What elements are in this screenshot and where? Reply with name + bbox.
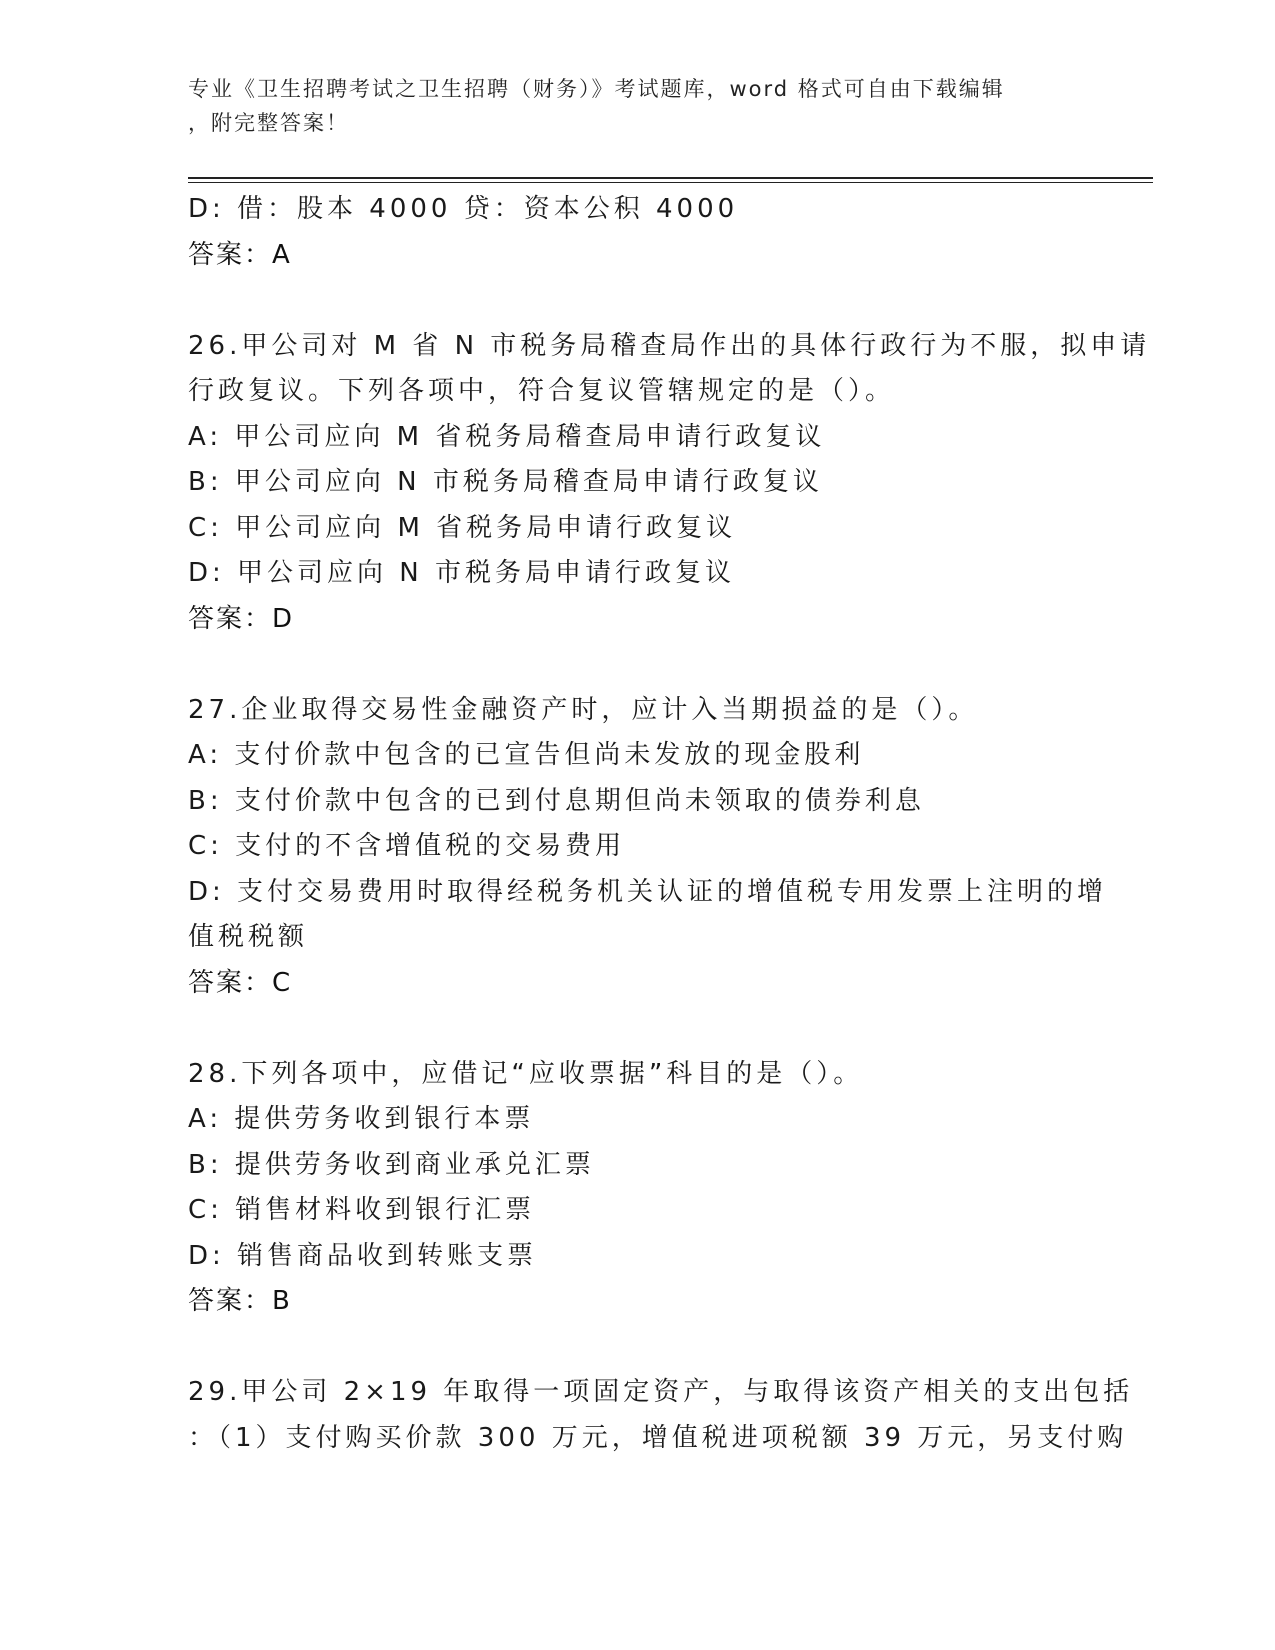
answer-line: 答案：D bbox=[188, 603, 295, 634]
header-line-2: ，附完整答案！ bbox=[188, 111, 349, 135]
question-28 bbox=[188, 1052, 1108, 1325]
question-stem: 29.甲公司 2×19 年取得一项固定资产，与取得该资产相关的支出包括 bbox=[188, 1377, 1134, 1407]
header-line-1: 专业《卫生招聘考试之卫生招聘（财务）》考试题库，word 格式可自由下载编辑 bbox=[188, 77, 1005, 101]
spacer bbox=[188, 1006, 1108, 1052]
question-29 bbox=[188, 1370, 1134, 1461]
question-stem: 27.企业取得交易性金融资产时，应计入当期损益的是（）。 bbox=[188, 694, 979, 725]
question-25 bbox=[188, 187, 1108, 278]
option-c: C: 支付的不含增值税的交易费用 bbox=[188, 831, 626, 861]
header-divider-thin bbox=[188, 182, 1153, 183]
option-a: A: 支付价款中包含的已宣告但尚未发放的现金股利 bbox=[188, 740, 865, 770]
header-divider-thick bbox=[188, 177, 1153, 179]
answer-line: 答案：A bbox=[188, 239, 292, 270]
option-b: B: 支付价款中包含的已到付息期但尚未领取的债券利息 bbox=[188, 785, 925, 816]
question-26 bbox=[188, 324, 1151, 643]
question-content bbox=[188, 187, 1151, 1461]
question-stem: ：（1）支付购买价款 300 万元，增值税进项税额 39 万元，另支付购 bbox=[188, 1422, 1128, 1453]
option-c: C: 甲公司应向 M 省税务局申请行政复议 bbox=[188, 512, 737, 543]
option-c: C: 销售材料收到银行汇票 bbox=[188, 1195, 536, 1225]
option-a: A: 甲公司应向 M 省税务局稽查局申请行政复议 bbox=[188, 421, 826, 452]
spacer bbox=[188, 278, 1108, 324]
option-d: D: 甲公司应向 N 市税务局申请行政复议 bbox=[188, 558, 736, 588]
option-d-continued: 值税税额 bbox=[188, 922, 309, 952]
spacer bbox=[188, 1325, 1108, 1371]
spacer bbox=[188, 642, 1108, 688]
question-stem: 28.下列各项中，应借记“应收票据”科目的是（）。 bbox=[188, 1058, 864, 1089]
option-d: D: 借：股本 4000 贷：资本公积 4000 bbox=[188, 194, 739, 224]
question-stem: 行政复议。下列各项中，符合复议管辖规定的是（）。 bbox=[188, 376, 896, 406]
question-27 bbox=[188, 688, 1108, 1007]
document-header bbox=[188, 72, 1088, 140]
option-d: D: 销售商品收到转账支票 bbox=[188, 1240, 538, 1271]
question-stem: 26.甲公司对 M 省 N 市税务局稽查局作出的具体行政行为不服，拟申请 bbox=[188, 330, 1151, 361]
option-b: B: 甲公司应向 N 市税务局稽查局申请行政复议 bbox=[188, 467, 823, 497]
option-b: B: 提供劳务收到商业承兑汇票 bbox=[188, 1149, 595, 1180]
option-d: D: 支付交易费用时取得经税务机关认证的增值税专用发票上注明的增 bbox=[188, 876, 1108, 907]
answer-line: 答案：C bbox=[188, 967, 293, 998]
option-a: A: 提供劳务收到银行本票 bbox=[188, 1104, 535, 1134]
answer-line: 答案：B bbox=[188, 1286, 292, 1316]
